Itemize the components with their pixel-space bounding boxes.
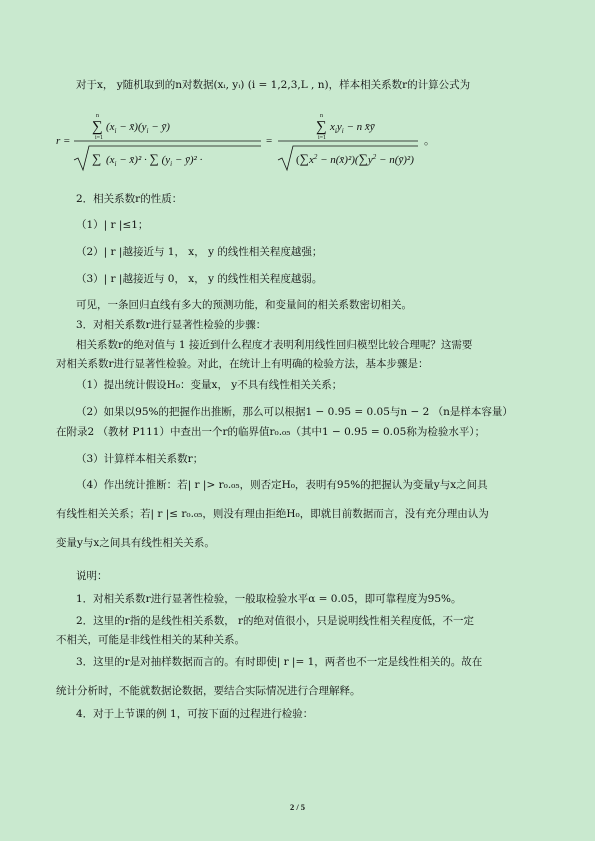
step-1: （1）提出统计假设H₀：变量x， y不具有线性相关关系；	[76, 379, 343, 391]
formula-equals: =	[266, 135, 273, 147]
note-2-cont: 不相关，可能是非线性相关的某种关系。	[56, 634, 245, 646]
step-2: （2）如果以95%的把握作出推断，那么可以根据1 − 0.95 = 0.05与n − 2 （n是样本容量）	[76, 406, 513, 418]
sum-symbol-2: ∑	[92, 151, 102, 166]
section-heading-3: 3．对相关系数r进行显著性检验的步骤：	[76, 319, 267, 331]
sum-lower-1: i=1	[95, 135, 104, 141]
sum-symbol-1: ∑	[92, 119, 103, 135]
note-1: 1．对相关系数r进行显著性检验，一般取检验水平α = 0.05，即可靠程度为95%。	[76, 593, 462, 605]
paragraph-line: 可见，一条回归直线有多大的预测功能，和变量间的相关系数密切相关。	[76, 299, 412, 311]
step-4: （4）作出统计推断：若| r |> r₀.₀₅，则否定H₀，表明有95%的把握认为变量y与x之间具	[76, 479, 488, 491]
paragraph-line: 相关系数r的绝对值与 1 接近到什么程度才表明利用线性回归模型比较合理呢？这需要	[76, 339, 473, 351]
step-4-cont: 有线性相关关系；若| r |≤ r₀.₀₅，则没有理由拒绝H₀，即就目前数据而言，没有充分理由认为	[56, 508, 489, 520]
note-heading: 说明：	[76, 570, 108, 582]
sum-upper-1: n	[96, 113, 99, 119]
note-3: 3．这里的r是对抽样数据而言的。有时即使| r |= 1，两者也不一定是线性相关的。故在	[76, 656, 483, 668]
property-1: （1）| r |≤1；	[76, 219, 149, 231]
correlation-formula	[56, 108, 546, 180]
note-2: 2．这里的r指的是线性相关系数， r的绝对值很小，只是说明线性相关程度低，不一定	[76, 615, 475, 627]
sum-symbol-3: ∑	[316, 119, 327, 135]
paragraph-line: 对相关系数r进行显著性检验。对此，在统计上有明确的检验方法，基本步骤是：	[56, 358, 429, 370]
property-2: （2）| r |越接近与 1， x， y 的线性相关程度越强；	[76, 246, 323, 258]
formula-denominator-2: ($\sum x^2$ − $n(x̄)^2)(\sum y^2$ − n(ȳ)²)	[296, 151, 414, 166]
step-3: （3）计算样本相关系数r；	[76, 453, 204, 465]
note-4: 4．对于上节课的例 1，可按下面的过程进行检验：	[76, 708, 314, 720]
sum-upper-3: n	[320, 113, 323, 119]
step-4-cont: 变量y与x之间具有线性相关关系。	[56, 537, 215, 549]
section-heading-2: 2．相关系数r的性质：	[76, 193, 183, 205]
formula-numerator-2: $x_iy_i - n$ x̄ȳ	[330, 121, 375, 135]
formula-denominator-1: ($x_i$ − x̄)² · ∑ ($y_i$ − ȳ)² ·	[106, 151, 203, 168]
note-3-cont: 统计分析时，不能就数据论数据，要结合实际情况进行合理解释。	[56, 685, 361, 697]
intro-line: 对于x， y随机取到的n对数据(xᵢ, yᵢ) (i = 1,2,3,L , n)，样本相关系数r的计算公式为	[76, 79, 471, 91]
formula-end: 。	[424, 135, 435, 147]
formula-lhs: r =	[56, 135, 71, 147]
step-2-cont: 在附录2 （教材 P111）中查出一个r的临界值r₀.₀₅（其中1 − 0.95 = 0.05称为检验水平）；	[56, 426, 486, 438]
page-number: 2 / 5	[289, 802, 306, 812]
property-3: （3）| r |越接近与 0， x， y 的线性相关程度越弱。	[76, 273, 323, 285]
formula-numerator-1: ($x_i$ − $x̄)(y_i$ − ȳ)	[106, 121, 170, 135]
sum-lower-3: i=1	[318, 135, 327, 141]
